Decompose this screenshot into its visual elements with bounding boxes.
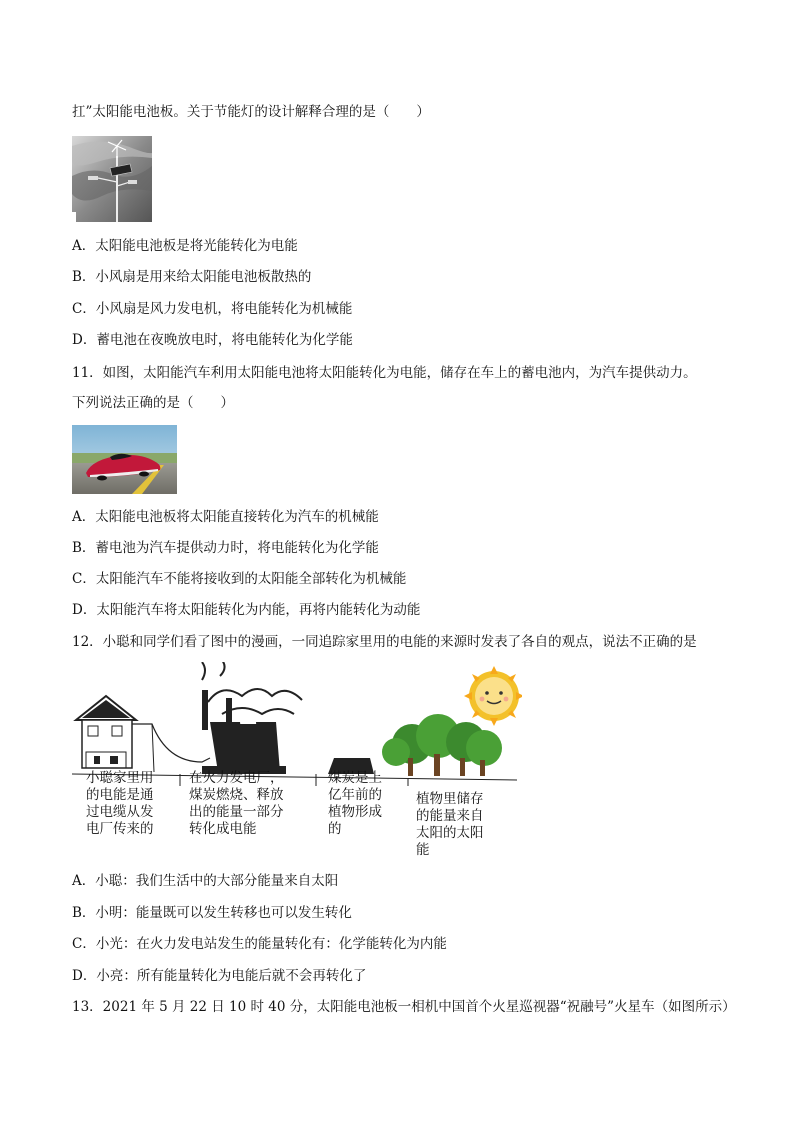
caption-line: 的能量来自 — [416, 808, 484, 824]
solar-car-photo — [72, 425, 177, 494]
caption-line: 能 — [416, 842, 430, 858]
caption-line: 的 — [328, 821, 342, 837]
caption-line: 在火力发电厂， — [189, 770, 284, 786]
q12-option-a: A．小聪：我们生活中的大部分能量来自太阳 — [72, 873, 339, 889]
caption-line: 过电缆从发 — [86, 804, 154, 820]
caption-line: 亿年前的 — [328, 787, 382, 803]
q13-stem: 13．2021 年 5 月 22 日 10 时 40 分，太阳能电池板一相机中国首个火星巡视器“祝融号”火星车（如图所示） — [72, 999, 736, 1015]
caption-line: 植物里储存 — [416, 791, 484, 807]
caption-line: 植物形成 — [328, 804, 382, 820]
solar-streetlight-photo — [72, 136, 152, 222]
caption-line: 电厂传来的 — [86, 821, 154, 837]
q10-option-d: D．蓄电池在夜晚放电时，将电能转化为化学能 — [72, 332, 353, 348]
q10-option-a: A．太阳能电池板是将光能转化为电能 — [72, 238, 298, 254]
caption-line: 的电能是通 — [86, 787, 154, 803]
caption-line: 太阳的太阳 — [416, 825, 484, 841]
q10-option-c: C．小风扇是风力发电机，将电能转化为机械能 — [72, 301, 353, 317]
q12-stem: 12．小聪和同学们看了图中的漫画，一同追踪家里用的电能的来源时发表了各自的观点，说法不正确的是 — [72, 634, 697, 650]
q11-option-d: D．太阳能汽车将太阳能转化为内能，再将内能转化为动能 — [72, 602, 421, 618]
q11-option-c: C．太阳能汽车不能将接收到的太阳能全部转化为机械能 — [72, 571, 407, 587]
q10-option-b: B．小风扇是用来给太阳能电池板散热的 — [72, 269, 312, 285]
q11-stem-line1: 11．如图，太阳能汽车利用太阳能电池将太阳能转化为电能，储存在车上的蓄电池内，为汽车提供动力。 — [72, 365, 697, 381]
caption-line: 煤炭燃烧、释放 — [189, 787, 284, 803]
energy-source-comic — [72, 662, 522, 786]
caption-coal — [328, 770, 382, 838]
caption-line: 转化成电能 — [189, 821, 257, 837]
q11-option-a: A．太阳能电池板将太阳能直接转化为汽车的机械能 — [72, 509, 379, 525]
q10-stem-tail: 扛”太阳能电池板。关于节能灯的设计解释合理的是（ ） — [72, 104, 430, 120]
caption-house — [86, 770, 154, 838]
q12-option-b: B．小明：能量既可以发生转移也可以发生转化 — [72, 905, 352, 921]
q12-option-c: C．小光：在火力发电站发生的能量转化有：化学能转化为内能 — [72, 936, 447, 952]
caption-line: 煤炭是上 — [328, 770, 382, 786]
caption-line: 小聪家里用 — [86, 770, 154, 786]
caption-line: 出的能量一部分 — [189, 804, 284, 820]
q11-option-b: B．蓄电池为汽车提供动力时，将电能转化为化学能 — [72, 540, 379, 556]
caption-power-plant — [189, 770, 284, 838]
q12-option-d: D．小亮：所有能量转化为电能后就不会再转化了 — [72, 968, 367, 984]
q11-stem-line2: 下列说法正确的是（ ） — [72, 395, 234, 411]
caption-plants — [416, 791, 484, 859]
